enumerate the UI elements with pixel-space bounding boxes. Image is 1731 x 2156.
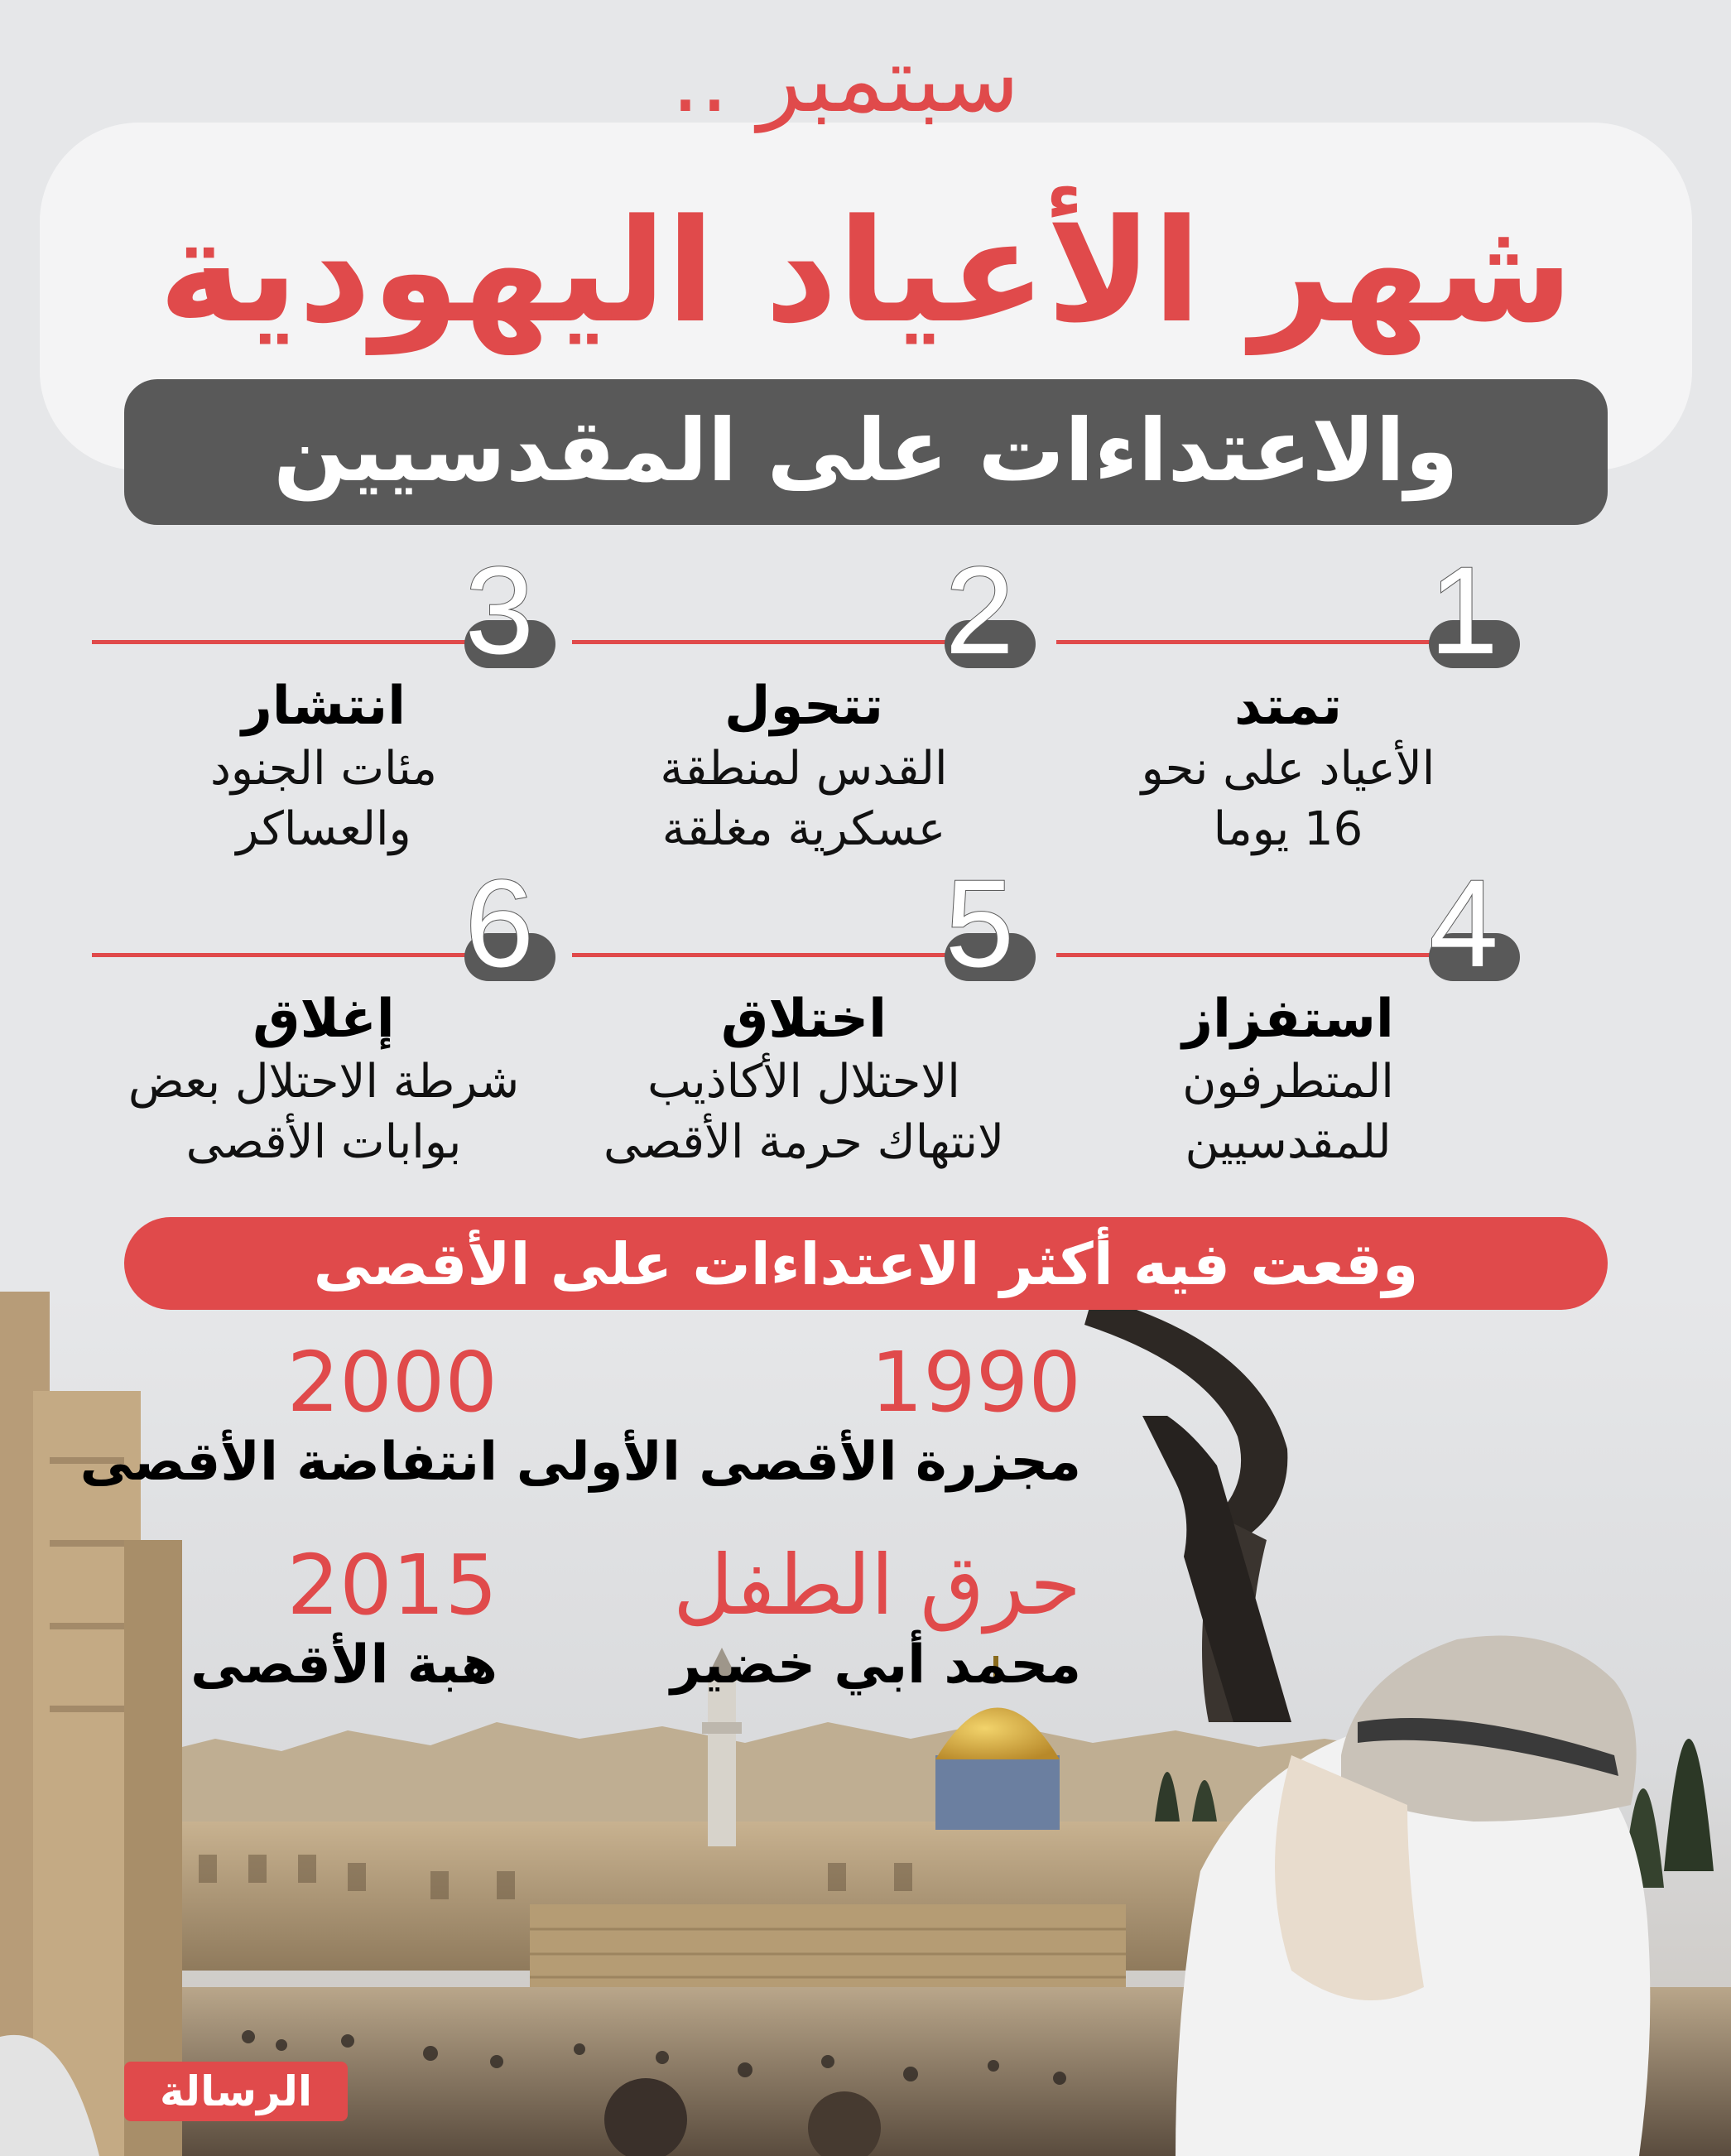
- feature-heading: انتشار: [241, 676, 406, 737]
- feature-line: 16 يوما: [1213, 801, 1363, 856]
- feature-2: [572, 541, 1036, 882]
- event-child-burning: [502, 1537, 1081, 1700]
- page-title: شهر الأعياد اليهودية: [158, 188, 1574, 354]
- feature-line: لانتهاك حرمة الأقصى: [603, 1114, 1005, 1169]
- feature-line: الأعياد على نحو: [1141, 742, 1435, 796]
- brand-logo: الرسالة: [124, 2062, 348, 2121]
- event-2015: [0, 1537, 498, 1700]
- banner-text: وقعت فيه أكثر الاعتداءات على الأقصى: [313, 1230, 1419, 1298]
- event-year: حرق الطفل: [673, 1537, 1081, 1634]
- event-year: 2000: [286, 1334, 498, 1431]
- feature-line: والعساكر: [236, 801, 411, 856]
- event-year: 2015: [286, 1537, 498, 1634]
- feature-heading: اختلاق: [721, 989, 887, 1050]
- event-1990: [502, 1334, 1081, 1497]
- event-label: انتفاضة الأقصى: [79, 1432, 498, 1493]
- feature-heading: إغلاق: [252, 989, 395, 1050]
- feature-number: 2: [945, 541, 1014, 680]
- kicker-month: سبتمبر ..: [671, 26, 1020, 132]
- feature-line: مئات الجنود: [209, 742, 437, 796]
- feature-line: للمقدسيين: [1185, 1114, 1392, 1169]
- page-subtitle: والاعتداءات على المقدسيين: [273, 400, 1459, 501]
- event-label: هبة الأقصى: [190, 1634, 498, 1696]
- event-2000: [0, 1334, 498, 1497]
- feature-line: الاحتلال الأكاذيب: [647, 1055, 960, 1109]
- feature-4: [1056, 854, 1520, 1195]
- feature-heading: استفزاز: [1182, 989, 1394, 1050]
- feature-5: [572, 854, 1036, 1195]
- feature-6: [92, 854, 555, 1195]
- feature-line: عسكرية مغلقة: [661, 801, 946, 856]
- feature-number: 5: [945, 854, 1014, 993]
- feature-heading: تتحول: [724, 676, 883, 737]
- event-label: محمد أبي خضير: [670, 1634, 1081, 1696]
- feature-3: [92, 541, 555, 882]
- event-year: 1990: [870, 1334, 1081, 1431]
- feature-line: بوابات الأقصى: [185, 1114, 462, 1169]
- event-label: مجزرة الأقصى الأولى: [516, 1432, 1081, 1493]
- feature-number: 1: [1429, 541, 1498, 680]
- feature-1: [1056, 541, 1520, 882]
- feature-line: شرطة الاحتلال بعض: [127, 1055, 520, 1109]
- feature-heading: تمتد: [1233, 676, 1343, 737]
- feature-number: 6: [464, 854, 534, 993]
- feature-number: 4: [1429, 854, 1498, 993]
- feature-number: 3: [464, 541, 534, 680]
- feature-line: المتطرفون: [1182, 1055, 1394, 1109]
- feature-line: القدس لمنطقة: [660, 742, 948, 796]
